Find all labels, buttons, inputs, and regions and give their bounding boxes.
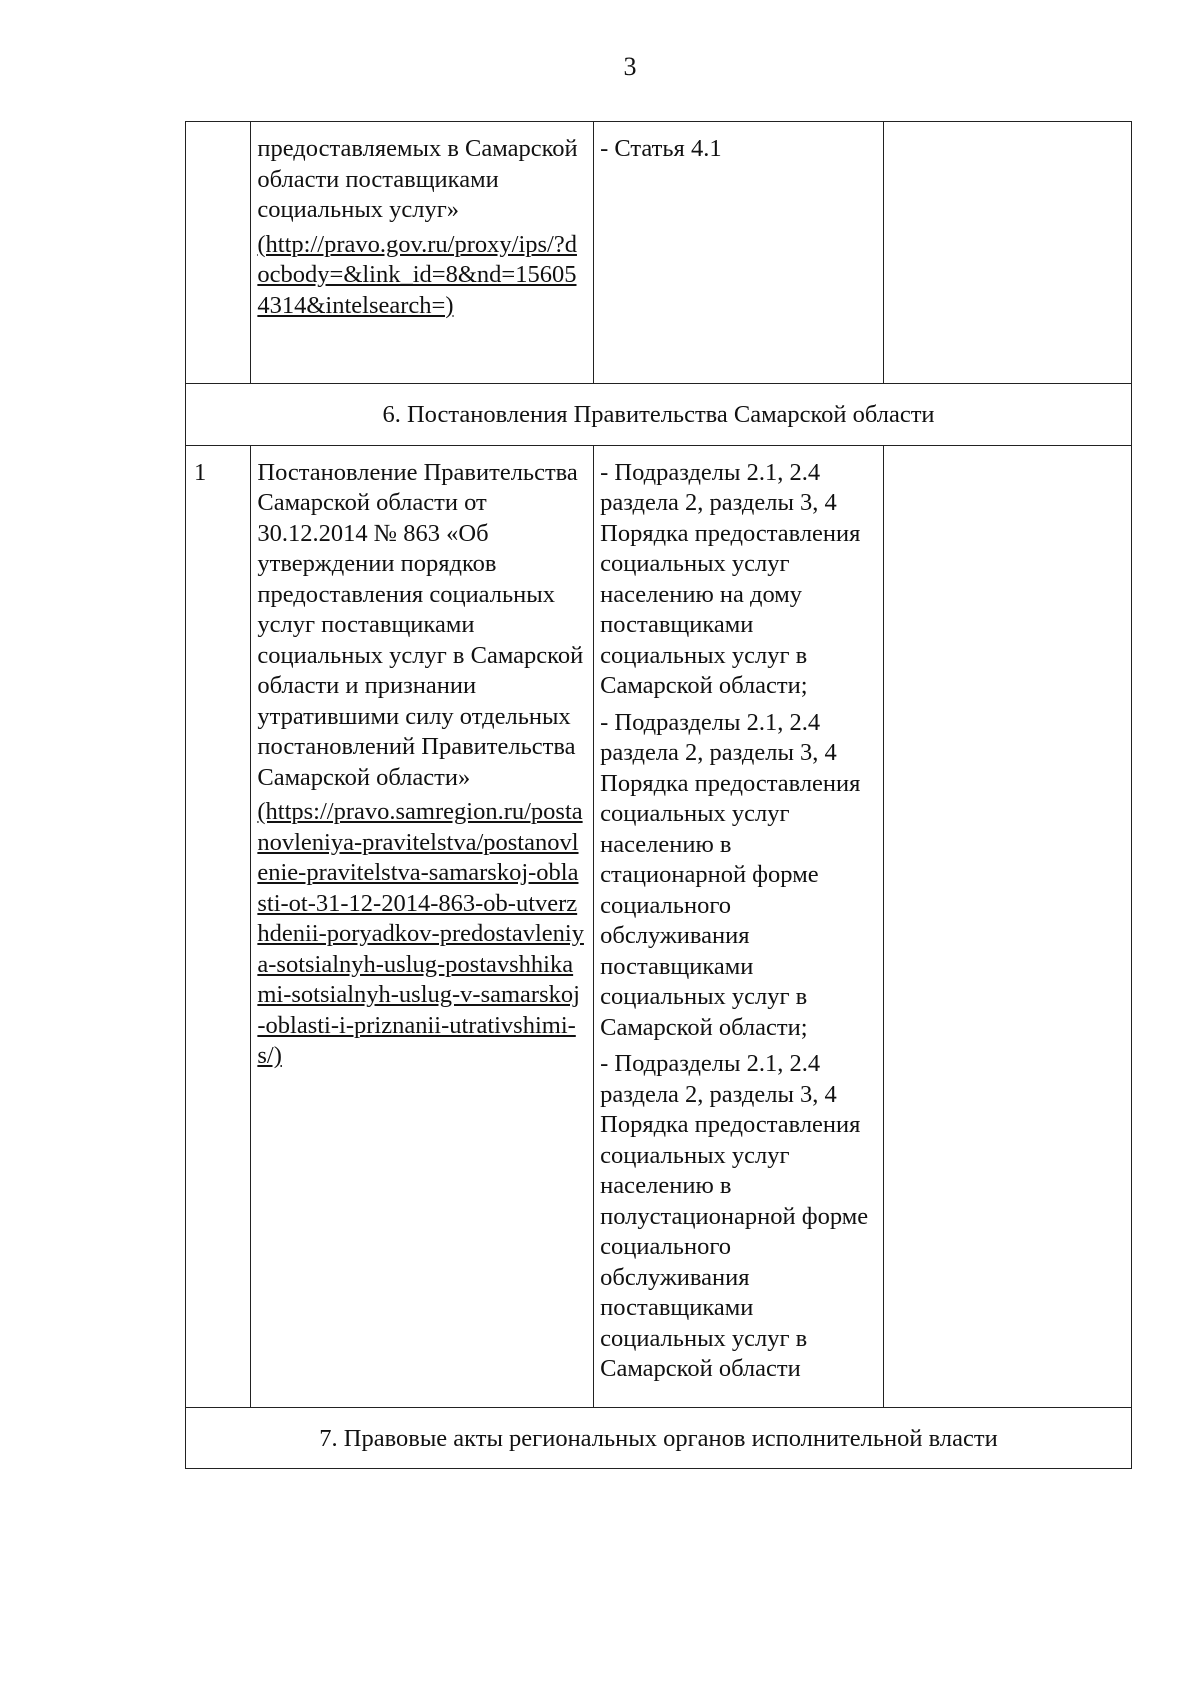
document-text: предоставляемых в Самарской области поставщиками социальных услуг»	[257, 135, 578, 223]
table-row	[186, 445, 1132, 1407]
legal-acts-table	[185, 121, 1132, 1469]
section-row	[186, 1407, 1132, 1469]
document-cell	[251, 122, 594, 384]
page-number: 3	[623, 52, 637, 81]
provision-item: - Подразделы 2.1, 2.4 раздела 2, разделы 3, 4 Порядка предоставления социальных услуг населению в стационарной форме социального обслуживания поставщиками социальных услуг в Самарской области;	[600, 708, 861, 1041]
provisions-cell: - Статья 4.1	[594, 122, 884, 384]
row-number-cell: 1	[186, 445, 251, 1407]
document-link[interactable]: (https://pravo.samregion.ru/postanovleniya-pravitelstva/postanovlenie-pravitelstva-samarskoj-oblasti-ot-31-12-2014-863-ob-utverzhdenii-poryadkov-predostavleniya-sotsialnyh-uslug-postavshhikami-sotsialnyh-uslug-v-samarskoj-oblasti-i-priznanii-utrativshimi-s/)	[257, 798, 584, 1069]
document-cell	[251, 445, 594, 1407]
row-number-cell	[186, 122, 251, 384]
table-row	[186, 122, 1132, 384]
section-title-7: 7. Правовые акты региональных органов исполнительной власти	[186, 1407, 1132, 1469]
provision-item: - Подразделы 2.1, 2.4 раздела 2, разделы 3, 4 Порядка предоставления социальных услуг населению в полустационарной форме социального обслуживания поставщиками социальных услуг в Самарской области	[600, 1050, 869, 1382]
section-title-6: 6. Постановления Правительства Самарской области	[186, 384, 1132, 446]
document-text: Постановление Правительства Самарской области от 30.12.2014 № 863 «Об утверждении порядков предоставления социальных услуг поставщиками социальных услуг в Самарской области и признании утратившими силу отдельных постановлений Правительства Самарской области»	[257, 458, 584, 791]
provision-item: - Подразделы 2.1, 2.4 раздела 2, разделы 3, 4 Порядка предоставления социальных услуг населению на дому поставщиками социальных услуг в Самарской области;	[600, 458, 861, 699]
provisions-cell	[594, 445, 884, 1407]
note-cell	[884, 122, 1132, 384]
document-link[interactable]: (http://pravo.gov.ru/proxy/ips/?docbody=&link_id=8&nd=156054314&intelsearch=)	[257, 230, 577, 319]
section-row	[186, 384, 1132, 446]
note-cell	[884, 445, 1132, 1407]
